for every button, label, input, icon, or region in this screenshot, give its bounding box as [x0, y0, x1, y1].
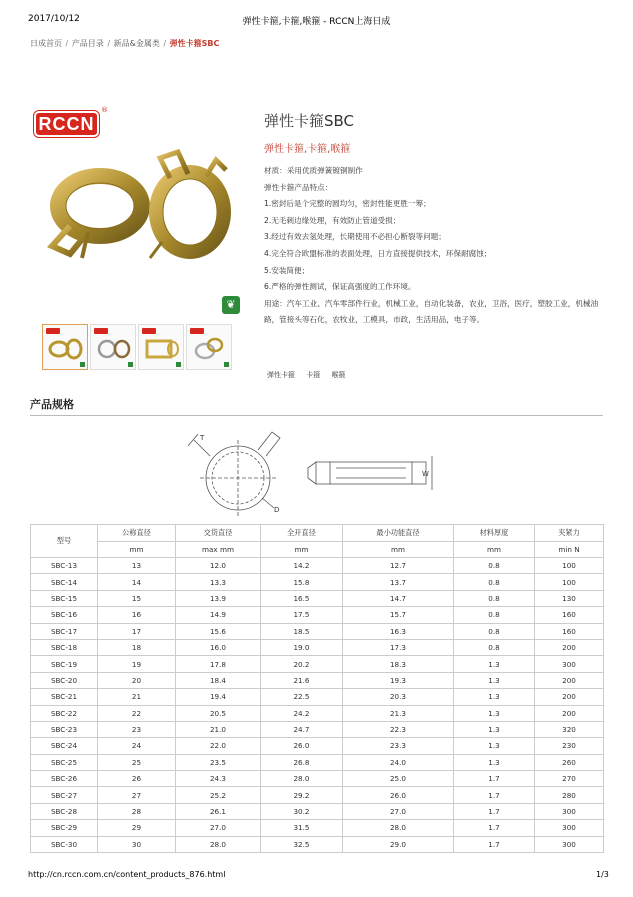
table-cell: 16.3: [343, 623, 454, 639]
table-cell: 13: [98, 558, 176, 574]
section-divider: [30, 415, 603, 416]
table-cell: 1.7: [454, 787, 535, 803]
table-cell: 24: [98, 738, 176, 754]
thumbnail-4[interactable]: [186, 324, 232, 370]
table-row: [31, 738, 604, 754]
unit-cell: mm: [261, 541, 343, 558]
breadcrumb-category[interactable]: 新品&金属类: [113, 39, 160, 48]
table-cell: 300: [535, 836, 604, 852]
table-cell: 15: [98, 590, 176, 606]
table-cell: 20.5: [176, 705, 261, 721]
unit-cell: max mm: [176, 541, 261, 558]
table-cell: 26: [98, 771, 176, 787]
column-header: 材料厚度: [454, 525, 535, 542]
table-cell: 26.8: [261, 754, 343, 770]
feature-item: 3.经过有效去氢处理，长期使用不必担心断裂等问题；: [264, 232, 446, 242]
table-row: [31, 771, 604, 787]
thumbnail-2[interactable]: [90, 324, 136, 370]
table-cell: 26.0: [261, 738, 343, 754]
product-subtitle: 弹性卡箍,卡箍,喉箍: [264, 144, 351, 155]
table-cell: 15.7: [343, 607, 454, 623]
table-cell: 20: [98, 672, 176, 688]
table-row: [31, 623, 604, 639]
table-row: [31, 558, 604, 574]
breadcrumb-separator: /: [107, 39, 111, 48]
feature-item: 2.无毛刺边缘处理，有效防止管道受损；: [264, 215, 401, 225]
table-row: [31, 820, 604, 836]
column-header: 型号: [31, 525, 98, 558]
table-row: [31, 836, 604, 852]
table-cell: 1.3: [454, 738, 535, 754]
table-cell: 260: [535, 754, 604, 770]
table-cell: 1.7: [454, 803, 535, 819]
breadcrumb-home[interactable]: 日成首页: [30, 39, 62, 48]
table-row: [31, 721, 604, 737]
table-cell: 1.7: [454, 820, 535, 836]
table-cell: 24.3: [176, 771, 261, 787]
features-title: 弹性卡箍产品特点：: [264, 182, 333, 192]
table-row: [31, 803, 604, 819]
table-cell: 21.6: [261, 672, 343, 688]
feature-item: 5.安装简便；: [264, 265, 310, 275]
column-header: 夹紧力: [535, 525, 604, 542]
table-cell: 13.3: [176, 574, 261, 590]
table-row: [31, 787, 604, 803]
table-cell: 19: [98, 656, 176, 672]
table-cell: 17.3: [343, 639, 454, 655]
table-cell: 18.5: [261, 623, 343, 639]
column-header: 全开直径: [261, 525, 343, 542]
table-cell: 21: [98, 689, 176, 705]
table-cell: 14.9: [176, 607, 261, 623]
table-cell: 0.8: [454, 590, 535, 606]
thumbnail-3[interactable]: [138, 324, 184, 370]
breadcrumb-catalog[interactable]: 产品目录: [71, 39, 104, 48]
table-cell: 19.3: [343, 672, 454, 688]
tag-item[interactable]: 喉箍: [331, 371, 346, 379]
table-cell: 21.0: [176, 721, 261, 737]
unit-cell: mm: [343, 541, 454, 558]
table-cell: 22.0: [176, 738, 261, 754]
table-cell: 27: [98, 787, 176, 803]
table-cell: 100: [535, 558, 604, 574]
table-cell: SBC-15: [31, 590, 98, 606]
table-cell: 25.0: [343, 771, 454, 787]
table-cell: SBC-18: [31, 639, 98, 655]
product-image: [30, 146, 240, 276]
breadcrumb-separator: /: [163, 39, 167, 48]
table-cell: 27.0: [343, 803, 454, 819]
table-cell: 1.7: [454, 836, 535, 852]
table-row: [31, 754, 604, 770]
tag-item[interactable]: 弹性卡箍: [267, 371, 295, 379]
tag-item[interactable]: 卡箍: [306, 371, 321, 379]
table-cell: 27.0: [176, 820, 261, 836]
product-name: 弹性卡箍SBC: [264, 112, 355, 130]
table-cell: 17: [98, 623, 176, 639]
table-cell: 26.0: [343, 787, 454, 803]
table-cell: SBC-20: [31, 672, 98, 688]
table-cell: 270: [535, 771, 604, 787]
table-cell: 0.8: [454, 607, 535, 623]
table-cell: 18.3: [343, 656, 454, 672]
table-cell: 230: [535, 738, 604, 754]
table-units-row: [31, 541, 604, 558]
table-row: [31, 639, 604, 655]
table-cell: SBC-26: [31, 771, 98, 787]
spec-table: [30, 524, 604, 853]
table-cell: 19.0: [261, 639, 343, 655]
diagram-label-t: T: [200, 434, 205, 442]
table-cell: SBC-14: [31, 574, 98, 590]
table-cell: 22: [98, 705, 176, 721]
table-cell: SBC-25: [31, 754, 98, 770]
table-row: [31, 689, 604, 705]
usage-text: 用途：汽车工业、汽车零部件行业，机械工业，自动化装备，农业，卫浴，医疗，塑胶工业，机械油路，管接头等石化，农牧业，工模具，市政，生活用品，电子等。: [264, 298, 599, 325]
registered-mark: ®: [101, 106, 108, 114]
table-cell: 23.5: [176, 754, 261, 770]
leaf-icon: ❦: [222, 296, 240, 314]
table-cell: 28.0: [261, 771, 343, 787]
breadcrumb-current: 弹性卡箍SBC: [169, 39, 220, 48]
feature-item: 1.密封后是个完整的圆均匀，密封性能更胜一筹；: [264, 199, 431, 209]
table-cell: 0.8: [454, 558, 535, 574]
table-cell: 200: [535, 689, 604, 705]
table-header-row: [31, 525, 604, 542]
print-date: 2017/10/12: [28, 14, 80, 24]
table-row: [31, 607, 604, 623]
page-number: 1/3: [596, 870, 609, 879]
table-cell: 0.8: [454, 574, 535, 590]
table-cell: 29.0: [343, 836, 454, 852]
table-cell: SBC-17: [31, 623, 98, 639]
table-cell: 25: [98, 754, 176, 770]
table-cell: 24.0: [343, 754, 454, 770]
table-cell: 300: [535, 803, 604, 819]
diagram-label-d: D: [274, 506, 280, 514]
table-cell: 1.3: [454, 705, 535, 721]
table-cell: 1.3: [454, 656, 535, 672]
table-cell: SBC-28: [31, 803, 98, 819]
diagram-label-w: W: [422, 470, 429, 478]
table-cell: SBC-22: [31, 705, 98, 721]
table-cell: 23.3: [343, 738, 454, 754]
table-cell: 31.5: [261, 820, 343, 836]
column-header: 交货直径: [176, 525, 261, 542]
feature-item: 6.严格的弹性测试，保证高强度的工作环境。: [264, 282, 416, 292]
unit-cell: mm: [454, 541, 535, 558]
table-cell: 22.5: [261, 689, 343, 705]
table-cell: 24.7: [261, 721, 343, 737]
table-cell: 29.2: [261, 787, 343, 803]
table-cell: 19.4: [176, 689, 261, 705]
dimension-diagram: [180, 426, 450, 522]
table-cell: 12.0: [176, 558, 261, 574]
table-row: [31, 574, 604, 590]
material-text: 材质：采用优质弹簧镀铜制作: [264, 166, 363, 175]
table-cell: 25.2: [176, 787, 261, 803]
table-cell: 280: [535, 787, 604, 803]
table-cell: 1.3: [454, 689, 535, 705]
table-cell: 26.1: [176, 803, 261, 819]
table-cell: 13.7: [343, 574, 454, 590]
table-cell: 30: [98, 836, 176, 852]
table-cell: 300: [535, 656, 604, 672]
table-cell: 23: [98, 721, 176, 737]
spec-section-title: 产品规格: [30, 398, 74, 411]
table-cell: 22.3: [343, 721, 454, 737]
table-cell: 29: [98, 820, 176, 836]
table-cell: 320: [535, 721, 604, 737]
table-cell: 16.5: [261, 590, 343, 606]
table-cell: 1.7: [454, 771, 535, 787]
table-cell: SBC-29: [31, 820, 98, 836]
table-cell: 200: [535, 672, 604, 688]
table-cell: 17.5: [261, 607, 343, 623]
table-cell: 200: [535, 705, 604, 721]
table-cell: 100: [535, 574, 604, 590]
table-cell: 1.3: [454, 754, 535, 770]
feature-item: 4.完全符合欧盟标准的表面处理，日方直接提供技术，环保耐腐蚀；: [264, 248, 492, 258]
unit-cell: mm: [98, 541, 176, 558]
product-description: [264, 163, 609, 329]
table-cell: 15.8: [261, 574, 343, 590]
table-cell: 130: [535, 590, 604, 606]
table-cell: 20.2: [261, 656, 343, 672]
table-cell: 1.3: [454, 672, 535, 688]
table-cell: 14: [98, 574, 176, 590]
table-cell: 14.2: [261, 558, 343, 574]
table-cell: SBC-30: [31, 836, 98, 852]
table-cell: SBC-27: [31, 787, 98, 803]
table-cell: 28.0: [176, 836, 261, 852]
table-row: [31, 672, 604, 688]
table-cell: 21.3: [343, 705, 454, 721]
rccn-logo: RCCN: [34, 111, 99, 137]
table-cell: 18: [98, 639, 176, 655]
table-cell: SBC-16: [31, 607, 98, 623]
table-cell: 13.9: [176, 590, 261, 606]
table-cell: 0.8: [454, 639, 535, 655]
tag-list: [267, 370, 354, 380]
table-cell: 160: [535, 607, 604, 623]
table-cell: 14.7: [343, 590, 454, 606]
table-cell: 28.0: [343, 820, 454, 836]
breadcrumb: [30, 38, 219, 49]
breadcrumb-separator: /: [65, 39, 69, 48]
page-title: 弹性卡箍,卡箍,喉箍 - RCCN上海日成: [242, 17, 391, 27]
table-cell: 12.7: [343, 558, 454, 574]
table-row: [31, 656, 604, 672]
table-cell: 16: [98, 607, 176, 623]
table-cell: 300: [535, 820, 604, 836]
table-cell: 160: [535, 623, 604, 639]
table-cell: 16.0: [176, 639, 261, 655]
table-cell: 17.8: [176, 656, 261, 672]
thumbnail-1[interactable]: [42, 324, 88, 370]
column-header: 最小功能直径: [343, 525, 454, 542]
table-cell: 24.2: [261, 705, 343, 721]
table-cell: SBC-23: [31, 721, 98, 737]
table-cell: 15.6: [176, 623, 261, 639]
column-header: 公称直径: [98, 525, 176, 542]
table-cell: SBC-19: [31, 656, 98, 672]
table-cell: SBC-24: [31, 738, 98, 754]
table-cell: 0.8: [454, 623, 535, 639]
table-cell: 1.3: [454, 721, 535, 737]
table-row: [31, 705, 604, 721]
table-cell: 32.5: [261, 836, 343, 852]
table-cell: SBC-13: [31, 558, 98, 574]
table-cell: 200: [535, 639, 604, 655]
table-cell: SBC-21: [31, 689, 98, 705]
table-cell: 18.4: [176, 672, 261, 688]
table-cell: 20.3: [343, 689, 454, 705]
table-row: [31, 590, 604, 606]
table-cell: 28: [98, 803, 176, 819]
page-url[interactable]: http://cn.rccn.com.cn/content_products_876.html: [28, 870, 226, 879]
unit-cell: min N: [535, 541, 604, 558]
table-cell: 30.2: [261, 803, 343, 819]
